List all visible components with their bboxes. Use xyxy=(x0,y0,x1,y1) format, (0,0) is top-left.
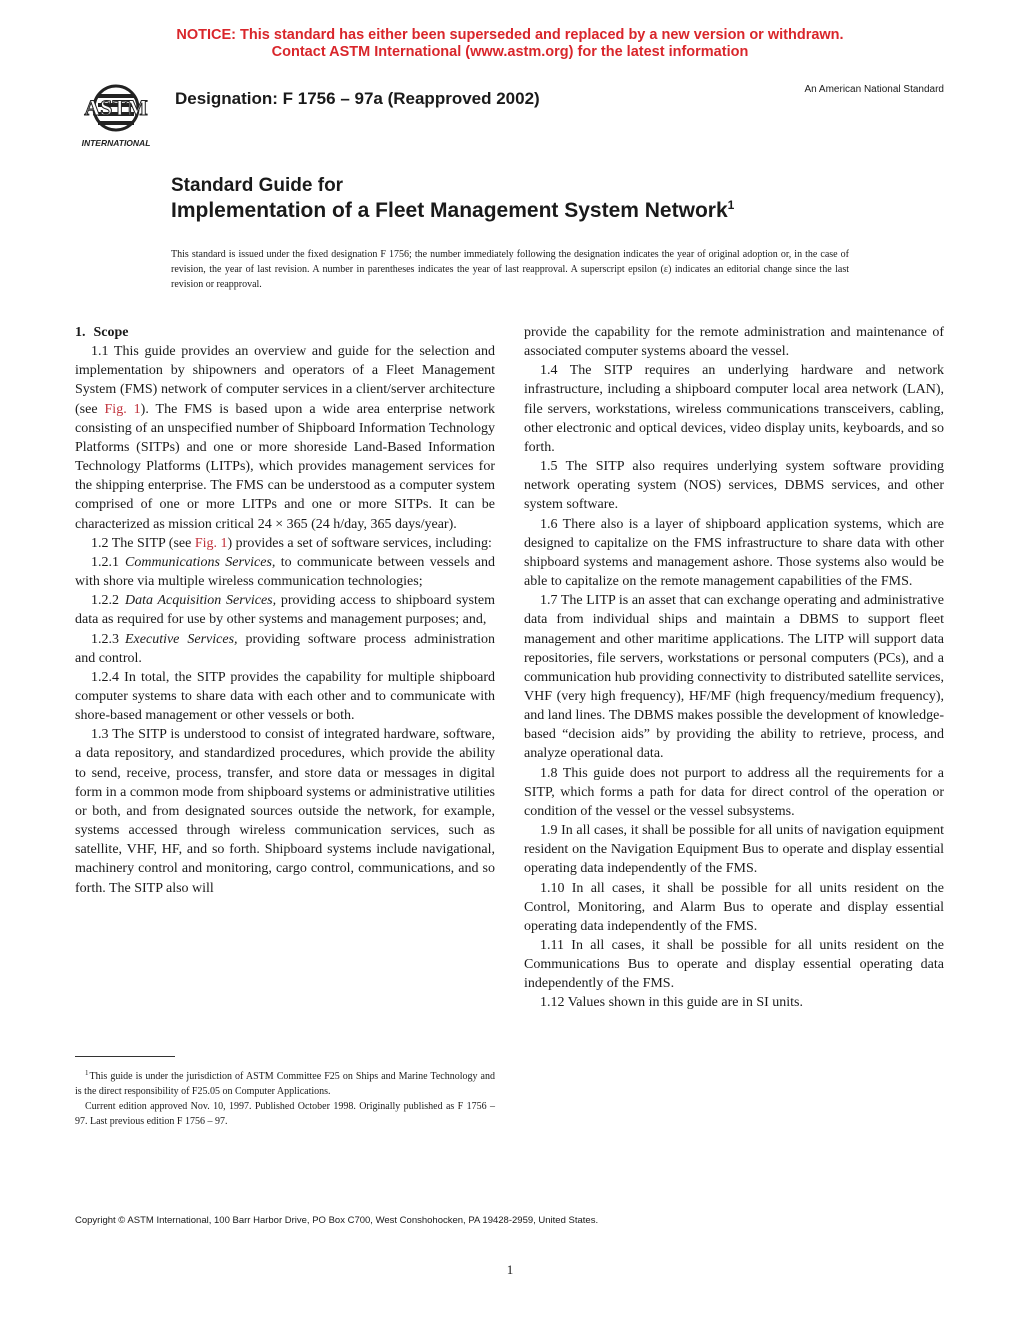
section-title: Scope xyxy=(93,325,129,340)
paragraph-1-3-continued: provide the capability for the remote administration and maintenance of associated computer systems aboard the vessel. xyxy=(524,325,944,360)
paragraph-1-2-2 xyxy=(75,591,495,629)
paragraph-1-2-4: 1.2.4 In total, the SITP provides the capability for multiple shipboard computer systems to share data with each other and to communicate with shore-based management or other vessels or both. xyxy=(75,669,495,724)
paragraph-1-2-3 xyxy=(75,630,495,668)
p1-2-3-num: 1.2.3 xyxy=(91,631,119,647)
p1-2-2-text: providing access to shipboard system data as required for use by other systems and management purposes; and, xyxy=(75,593,495,628)
notice-banner xyxy=(0,27,1020,61)
p1-2-3-term: Executive Services, xyxy=(125,631,238,647)
astm-logo-graphic xyxy=(68,78,164,150)
title-line-1: Standard Guide for xyxy=(171,175,344,196)
figure-link[interactable]: Fig. 1 xyxy=(194,535,228,551)
paragraph-1-8: 1.8 This guide does not purport to address all the requirements for a SITP, which forms a path for data for direct control of the operation or condition of the vessel or the vessel subsystems. xyxy=(524,765,944,819)
notice-line-2: Contact ASTM International (www.astm.org) for the latest information xyxy=(271,44,749,60)
footnote-divider xyxy=(75,1056,175,1057)
p1-1-text-b: ). The FMS is based upon a wide area enterprise network consisting of an unspecified number of Shipboard Information Technology Platforms (SITPs) and one or more shoreside Land-Based Information Technology Platforms (LITPs), which provides management services for the shipping enterprise. The FMS can be understood as a computer system comprised of one or more LITPs and one or more SITPs. It can be characterized as mission critical 24 × 365 (24 h/day, 365 days/year). xyxy=(75,401,495,532)
paragraph-1-12: 1.12 Values shown in this guide are in SI units. xyxy=(540,995,804,1011)
paragraph-1-4: 1.4 The SITP requires an underlying hardware and network infrastructure, including a shipboard computer local area network (LAN), file servers, workstations, wireless communications transceivers, cabling, other electronic and optical devices, video display units, keyboards, and so forth. xyxy=(524,363,944,455)
p1-1-text-a: 1.1 This guide provides an overview and guide for the selection and implementation by shipowners and operators of a Fleet Management System (FMS) network of computer services in a client/server architecture (see xyxy=(75,344,495,417)
left-column xyxy=(75,323,495,898)
footnote xyxy=(75,1066,495,1129)
astm-logo-icon xyxy=(68,78,164,150)
footnote-text-1: This guide is under the jurisdiction of ASTM Committee F25 on Ships and Marine Technology and is the direct responsibility of F25.05 on Computer Applications. xyxy=(75,1071,495,1097)
p1-2-text-a: 1.2 The SITP (see xyxy=(91,535,195,551)
paragraph-1-3: 1.3 The SITP is understood to consist of integrated hardware, software, a data repository, and standardized procedures, which provide the ability to send, receive, process, transfer, and store data or messages in digital form in a common mode from shipboard systems or administrative utilities or both, and from designated sources outside the network, for example, systems accessed through wireless communication services, such as satellite, VHF, HF, and so forth. Shipboard systems include navigational, machinery control and monitoring, cargo control, communications, and so forth. The SITP also will xyxy=(75,727,495,896)
p1-2-1-term: Communications Services, xyxy=(125,554,276,570)
document-title xyxy=(171,198,734,223)
footnote-2: Current edition approved Nov. 10, 1997. Published October 1998. Originally published as F 1756 – 97. Last previous edition F 1756 – 97. xyxy=(75,1101,495,1127)
section-number: 1. xyxy=(75,325,86,340)
paragraph-1-10: 1.10 In all cases, it shall be possible for all units resident on the Control, Monitoring, and Alarm Bus to operate and display essential operating data independently of the FMS. xyxy=(524,880,944,934)
logo-subtext: INTERNATIONAL xyxy=(81,138,151,148)
p1-2-text-b: ) provides a set of software services, including: xyxy=(227,535,492,551)
paragraph-1-7: 1.7 The LITP is an asset that can exchange operating and administrative data from individual ships and maintain a DBMS to support fleet management and other maritime applications. The LITP will support data repositories, file servers, workstations or personal computers (PCs), and a communication hub providing connectivity to distributed satellite services, VHF (very high frequency), HF/MF (high frequency/medium frequency), and land lines. The DBMS makes possible the development of knowledge-based “decision aids” by providing the ability to retrieve, process, and analyze operational data. xyxy=(524,593,944,762)
paragraph-1-11: 1.11 In all cases, it shall be possible for all units resident on the Communications Bus to operate and display essential operating data independently of the FMS. xyxy=(524,938,944,992)
issue-note: This standard is issued under the fixed designation F 1756; the number immediately following the designation indicates the year of original adoption or, in the case of revision, the year of last revision. A number in parentheses indicates the year of last reapproval. A superscript epsilon (ε) indicates an editorial change since the last revision or reapproval. xyxy=(171,249,849,290)
paragraph-1-2-1 xyxy=(75,553,495,591)
footnote-1 xyxy=(75,1066,495,1099)
paragraph-1-5: 1.5 The SITP also requires underlying system software providing network operating system (NOS) services, DBMS services, and other system software. xyxy=(524,459,944,513)
copyright: Copyright © ASTM International, 100 Barr Harbor Drive, PO Box C700, West Conshohocken, PA 19428-2959, United States. xyxy=(75,1215,599,1226)
paragraph-1-6: 1.6 There also is a layer of shipboard application systems, which are designed to capitalize on the FMS infrastructure to share data with other shipboard systems and management ashore. Those systems also would be able to capitalize on the remote management capabilities of the FMS. xyxy=(524,516,944,590)
designation: Designation: F 1756 – 97a (Reapproved 2002) xyxy=(175,89,540,108)
paragraph-1-9: 1.9 In all cases, it shall be possible for all units of navigation equipment resident on the Navigation Equipment Bus to operate and display essential operating data independently of the FMS. xyxy=(524,823,944,877)
logo-text: ASTM xyxy=(84,95,148,120)
page-number: 1 xyxy=(506,1262,514,1277)
paragraph-1-2 xyxy=(75,534,495,553)
p1-2-2-term: Data Acquisition Services, xyxy=(125,593,277,609)
title-footnote-mark[interactable]: 1 xyxy=(727,198,735,212)
paragraph-1-1 xyxy=(75,342,495,534)
p1-2-1-num: 1.2.1 xyxy=(91,554,119,570)
national-standard-label: An American National Standard xyxy=(804,84,944,95)
p1-2-1-text: to communicate between vessels and with shore via multiple wireless communication technologies; xyxy=(75,554,495,590)
footnote-mark: 1 xyxy=(85,1069,89,1077)
title-line-2: Implementation of a Fleet Management System Network xyxy=(171,199,728,222)
p1-2-3-text: providing software process administration and control. xyxy=(75,631,495,666)
section-heading xyxy=(75,323,495,342)
figure-link[interactable]: Fig. 1 xyxy=(104,401,141,417)
right-column xyxy=(524,323,944,1013)
notice-line-1: NOTICE: This standard has either been superseded and replaced by a new version or withdrawn. xyxy=(176,27,844,43)
p1-2-2-num: 1.2.2 xyxy=(91,593,119,609)
